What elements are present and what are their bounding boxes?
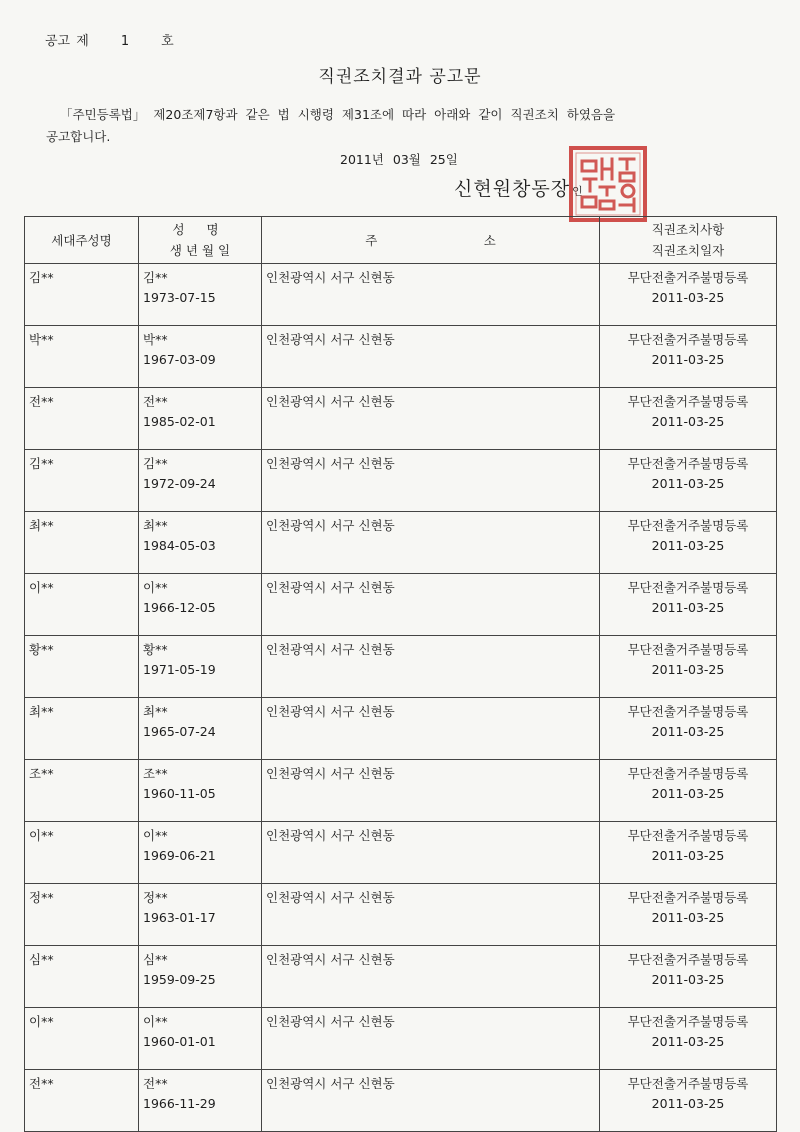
action-text: 무단전출거주불명등록 xyxy=(627,890,749,905)
birth-date: 1984-05-03 xyxy=(143,538,216,553)
action-date: 2011-03-25 xyxy=(651,600,725,615)
birth-date: 1963-01-17 xyxy=(143,910,216,925)
action-date: 2011-03-25 xyxy=(651,724,725,739)
birth-date: 1960-01-01 xyxy=(143,1034,216,1049)
action-cell xyxy=(600,946,777,1008)
householder-name: 최** xyxy=(29,704,54,719)
householder-cell xyxy=(25,450,139,512)
person-name: 심** xyxy=(143,952,168,967)
birth-date: 1985-02-01 xyxy=(143,414,216,429)
notice-number-line xyxy=(45,30,174,49)
notice-body-line-2: 공고합니다. xyxy=(46,129,111,144)
householder-cell xyxy=(25,1008,139,1070)
name-birth-cell xyxy=(139,636,262,698)
person-name: 최** xyxy=(143,518,168,533)
action-date: 2011-03-25 xyxy=(651,848,725,863)
birth-date: 1972-09-24 xyxy=(143,476,216,491)
action-date: 2011-03-25 xyxy=(651,352,725,367)
householder-name: 이** xyxy=(29,828,54,843)
action-cell xyxy=(600,884,777,946)
address-text: 인천광역시 서구 신현동 xyxy=(266,828,395,843)
action-text: 무단전출거주불명등록 xyxy=(627,1076,749,1091)
address-cell xyxy=(262,574,600,636)
table-row xyxy=(25,264,777,326)
action-date: 2011-03-25 xyxy=(651,662,725,677)
birth-date: 1971-05-19 xyxy=(143,662,216,677)
householder-name: 이** xyxy=(29,1014,54,1029)
address-cell xyxy=(262,326,600,388)
person-name: 최** xyxy=(143,704,168,719)
householder-name: 심** xyxy=(29,952,54,967)
householder-name: 조** xyxy=(29,766,54,781)
person-name: 황** xyxy=(143,642,168,657)
birth-date: 1959-09-25 xyxy=(143,972,216,987)
action-date: 2011-03-25 xyxy=(651,414,725,429)
action-date: 2011-03-25 xyxy=(651,786,725,801)
address-cell xyxy=(262,388,600,450)
birth-date: 1967-03-09 xyxy=(143,352,216,367)
action-date: 2011-03-25 xyxy=(651,1096,725,1111)
document-title: 직권조치결과 공고문 xyxy=(318,67,482,87)
householder-name: 김** xyxy=(29,270,54,285)
address-cell xyxy=(262,946,600,1008)
householder-name: 박** xyxy=(29,332,54,347)
notice-date: 2011년 03월 25일 xyxy=(340,152,458,167)
householder-name: 황** xyxy=(29,642,54,657)
signer-seal-mark: 인 xyxy=(572,185,584,198)
person-name: 이** xyxy=(143,1014,168,1029)
householder-cell xyxy=(25,636,139,698)
action-date: 2011-03-25 xyxy=(651,538,725,553)
name-birth-cell xyxy=(139,574,262,636)
action-date: 2011-03-25 xyxy=(651,476,725,491)
name-birth-cell xyxy=(139,1008,262,1070)
address-text: 인천광역시 서구 신현동 xyxy=(266,394,395,409)
action-cell xyxy=(600,1008,777,1070)
address-text: 인천광역시 서구 신현동 xyxy=(266,580,395,595)
person-name: 이** xyxy=(143,828,168,843)
householder-name: 정** xyxy=(29,890,54,905)
action-result-table xyxy=(24,216,777,1132)
householder-name: 전** xyxy=(29,1076,54,1091)
address-cell xyxy=(262,822,600,884)
person-name: 김** xyxy=(143,270,168,285)
householder-cell xyxy=(25,1070,139,1132)
householder-cell xyxy=(25,822,139,884)
address-text: 인천광역시 서구 신현동 xyxy=(266,704,395,719)
table-row xyxy=(25,512,777,574)
action-text: 무단전출거주불명등록 xyxy=(627,952,749,967)
address-text: 인천광역시 서구 신현동 xyxy=(266,332,395,347)
address-cell xyxy=(262,1008,600,1070)
name-birth-cell xyxy=(139,884,262,946)
notice-suffix: 호 xyxy=(161,34,174,49)
action-text: 무단전출거주불명등록 xyxy=(627,580,749,595)
person-name: 전** xyxy=(143,394,168,409)
action-date-header: 직권조치일자 xyxy=(651,243,725,258)
address-cell xyxy=(262,760,600,822)
notice-body xyxy=(46,104,746,148)
householder-cell xyxy=(25,574,139,636)
action-text: 무단전출거주불명등록 xyxy=(627,642,749,657)
action-cell xyxy=(600,760,777,822)
householder-cell xyxy=(25,512,139,574)
action-cell xyxy=(600,264,777,326)
action-header xyxy=(600,217,777,264)
action-cell xyxy=(600,698,777,760)
action-cell xyxy=(600,636,777,698)
address-header-a: 주 xyxy=(365,232,378,248)
table-row xyxy=(25,326,777,388)
householder-cell xyxy=(25,326,139,388)
householder-cell xyxy=(25,388,139,450)
householder-cell xyxy=(25,264,139,326)
action-type-header: 직권조치사항 xyxy=(651,222,725,237)
name-birth-cell xyxy=(139,512,262,574)
action-text: 무단전출거주불명등록 xyxy=(627,394,749,409)
householder-cell xyxy=(25,884,139,946)
action-cell xyxy=(600,326,777,388)
person-name: 조** xyxy=(143,766,168,781)
action-date: 2011-03-25 xyxy=(651,290,725,305)
signer-name: 신현원창동장 xyxy=(454,178,571,200)
householder-cell xyxy=(25,760,139,822)
action-text: 무단전출거주불명등록 xyxy=(627,704,749,719)
address-cell xyxy=(262,512,600,574)
address-header xyxy=(262,217,600,264)
name-birth-cell xyxy=(139,264,262,326)
table-row xyxy=(25,760,777,822)
address-text: 인천광역시 서구 신현동 xyxy=(266,642,395,657)
notice-label: 공고 제 xyxy=(45,34,89,49)
address-text: 인천광역시 서구 신현동 xyxy=(266,1076,395,1091)
action-cell xyxy=(600,822,777,884)
table-row xyxy=(25,698,777,760)
birth-date: 1973-07-15 xyxy=(143,290,216,305)
action-cell xyxy=(600,574,777,636)
notice-body-line-1: 「주민등록법」 제20조제7항과 같은 법 시행령 제31조에 따라 아래와 같이 직권조치 하였음을 xyxy=(60,107,616,122)
action-date: 2011-03-25 xyxy=(651,1034,725,1049)
address-text: 인천광역시 서구 신현동 xyxy=(266,270,395,285)
action-text: 무단전출거주불명등록 xyxy=(627,332,749,347)
table-row xyxy=(25,884,777,946)
birth-date: 1965-07-24 xyxy=(143,724,216,739)
birth-date: 1966-11-29 xyxy=(143,1096,216,1111)
person-name: 이** xyxy=(143,580,168,595)
birth-date: 1960-11-05 xyxy=(143,786,216,801)
address-cell xyxy=(262,636,600,698)
address-cell xyxy=(262,450,600,512)
table-row xyxy=(25,450,777,512)
table-row xyxy=(25,574,777,636)
address-text: 인천광역시 서구 신현동 xyxy=(266,518,395,533)
official-seal-stamp xyxy=(568,145,648,223)
action-cell xyxy=(600,512,777,574)
action-date: 2011-03-25 xyxy=(651,972,725,987)
address-text: 인천광역시 서구 신현동 xyxy=(266,952,395,967)
birth-date: 1969-06-21 xyxy=(143,848,216,863)
table-row xyxy=(25,822,777,884)
birth-header: 생 년 월 일 xyxy=(169,243,231,258)
address-header-b: 소 xyxy=(483,232,496,248)
action-text: 무단전출거주불명등록 xyxy=(627,828,749,843)
person-name: 김** xyxy=(143,456,168,471)
action-text: 무단전출거주불명등록 xyxy=(627,518,749,533)
address-text: 인천광역시 서구 신현동 xyxy=(266,766,395,781)
householder-name: 전** xyxy=(29,394,54,409)
name-birth-cell xyxy=(139,388,262,450)
address-text: 인천광역시 서구 신현동 xyxy=(266,456,395,471)
action-date: 2011-03-25 xyxy=(651,910,725,925)
name-birth-cell xyxy=(139,760,262,822)
action-text: 무단전출거주불명등록 xyxy=(627,1014,749,1029)
name-birth-header xyxy=(139,217,262,264)
name-birth-cell xyxy=(139,698,262,760)
table-row xyxy=(25,1008,777,1070)
householder-cell xyxy=(25,698,139,760)
address-text: 인천광역시 서구 신현동 xyxy=(266,1014,395,1029)
action-cell xyxy=(600,450,777,512)
householder-cell xyxy=(25,946,139,1008)
address-cell xyxy=(262,884,600,946)
householder-name: 이** xyxy=(29,580,54,595)
name-header: 성 명 xyxy=(172,222,228,237)
name-birth-cell xyxy=(139,326,262,388)
table-header-row xyxy=(25,217,777,264)
householder-header: 세대주성명 xyxy=(25,217,139,264)
birth-date: 1966-12-05 xyxy=(143,600,216,615)
householder-name: 김** xyxy=(29,456,54,471)
action-text: 무단전출거주불명등록 xyxy=(627,456,749,471)
signer xyxy=(454,174,584,201)
action-text: 무단전출거주불명등록 xyxy=(627,766,749,781)
person-name: 박** xyxy=(143,332,168,347)
table-row xyxy=(25,636,777,698)
person-name: 전** xyxy=(143,1076,168,1091)
table-row xyxy=(25,388,777,450)
table-row xyxy=(25,1070,777,1132)
action-cell xyxy=(600,1070,777,1132)
action-cell xyxy=(600,388,777,450)
address-cell xyxy=(262,698,600,760)
name-birth-cell xyxy=(139,450,262,512)
address-cell xyxy=(262,264,600,326)
name-birth-cell xyxy=(139,946,262,1008)
table-row xyxy=(25,946,777,1008)
address-cell xyxy=(262,1070,600,1132)
householder-name: 최** xyxy=(29,518,54,533)
name-birth-cell xyxy=(139,1070,262,1132)
address-text: 인천광역시 서구 신현동 xyxy=(266,890,395,905)
name-birth-cell xyxy=(139,822,262,884)
person-name: 정** xyxy=(143,890,168,905)
notice-number: 1 xyxy=(120,34,130,49)
action-text: 무단전출거주불명등록 xyxy=(627,270,749,285)
